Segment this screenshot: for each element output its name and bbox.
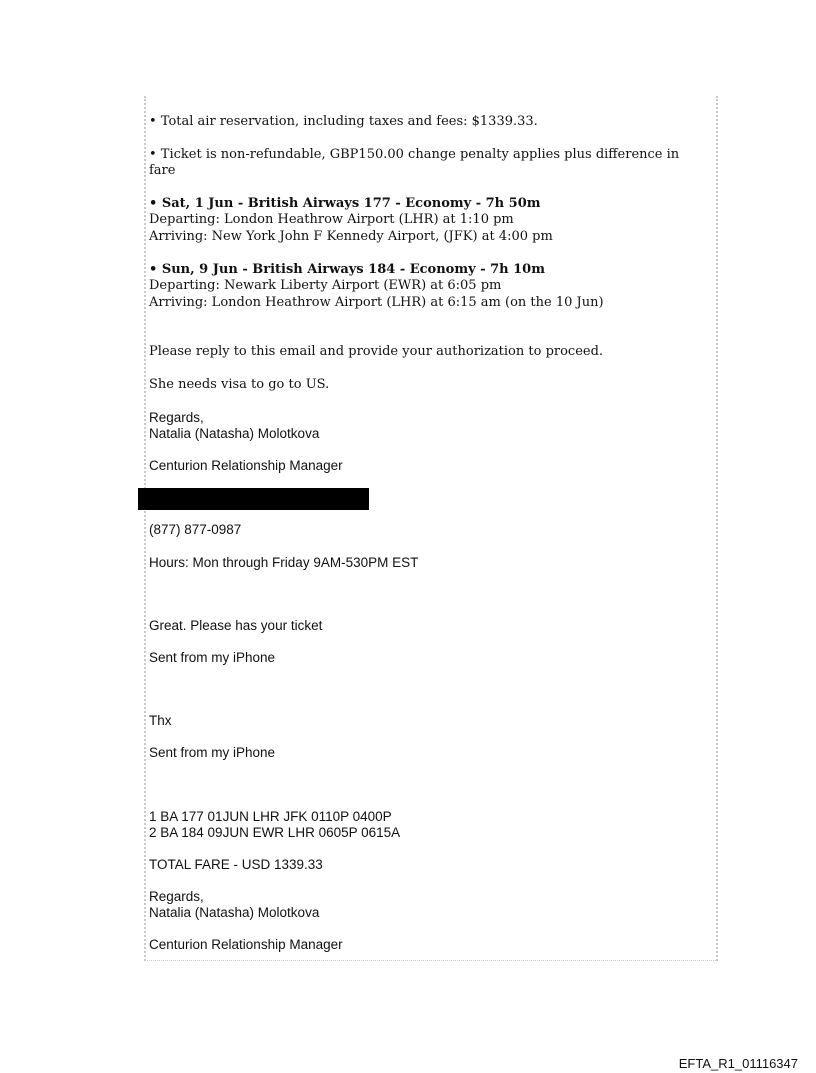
total-fare: TOTAL FARE - USD 1339.33 [149, 857, 323, 872]
signature2-title: Centurion Relationship Manager [149, 937, 343, 952]
itinerary-row-2: 2 BA 184 09JUN EWR LHR 0605P 0615A [149, 825, 401, 840]
sent-from-iphone-2: Sent from my iPhone [149, 745, 276, 760]
office-hours: Hours: Mon through Friday 9AM-530PM EST [149, 555, 419, 570]
signature2-regards: Regards, [149, 889, 204, 904]
visa-note-text: She needs visa to go to US. [149, 377, 330, 392]
phone-number: (877) 877-0987 [149, 522, 242, 537]
flight1-arriving: Arriving: New York John F Kennedy Airport, (JFK) at 4:00 pm [149, 229, 553, 244]
ticket-policy-text: • Ticket is non-refundable, GBP150.00 change penalty applies plus difference in [149, 147, 680, 162]
reply-thx: Thx [149, 713, 172, 728]
signature-name: Natalia (Natasha) Molotkova [149, 426, 320, 441]
flight2-title: • Sun, 9 Jun - British Airways 184 - Economy - 7h 10m [149, 262, 545, 277]
total-reservation-text: • Total air reservation, including taxes and fees: $1339.33. [149, 114, 538, 129]
signature2-name: Natalia (Natasha) Molotkova [149, 905, 320, 920]
redaction-bar [138, 488, 369, 510]
sent-from-iphone: Sent from my iPhone [149, 650, 276, 665]
flight1-departing: Departing: London Heathrow Airport (LHR) at 1:10 pm [149, 212, 514, 227]
reply-great: Great. Please has your ticket [149, 618, 323, 633]
flight1-title: • Sat, 1 Jun - British Airways 177 - Economy - 7h 50m [149, 196, 541, 211]
flight2-departing: Departing: Newark Liberty Airport (EWR) at 6:05 pm [149, 278, 502, 293]
signature-title: Centurion Relationship Manager [149, 458, 343, 473]
itinerary-row-1: 1 BA 177 01JUN LHR JFK 0110P 0400P [149, 809, 392, 824]
document-id: EFTA_R1_01116347 [678, 1056, 798, 1071]
ticket-policy-text-cont: fare [149, 163, 176, 178]
reply-request-text: Please reply to this email and provide your authorization to proceed. [149, 344, 604, 359]
signature-regards: Regards, [149, 410, 204, 425]
flight2-arriving: Arriving: London Heathrow Airport (LHR) at 6:15 am (on the 10 Jun) [149, 295, 604, 310]
